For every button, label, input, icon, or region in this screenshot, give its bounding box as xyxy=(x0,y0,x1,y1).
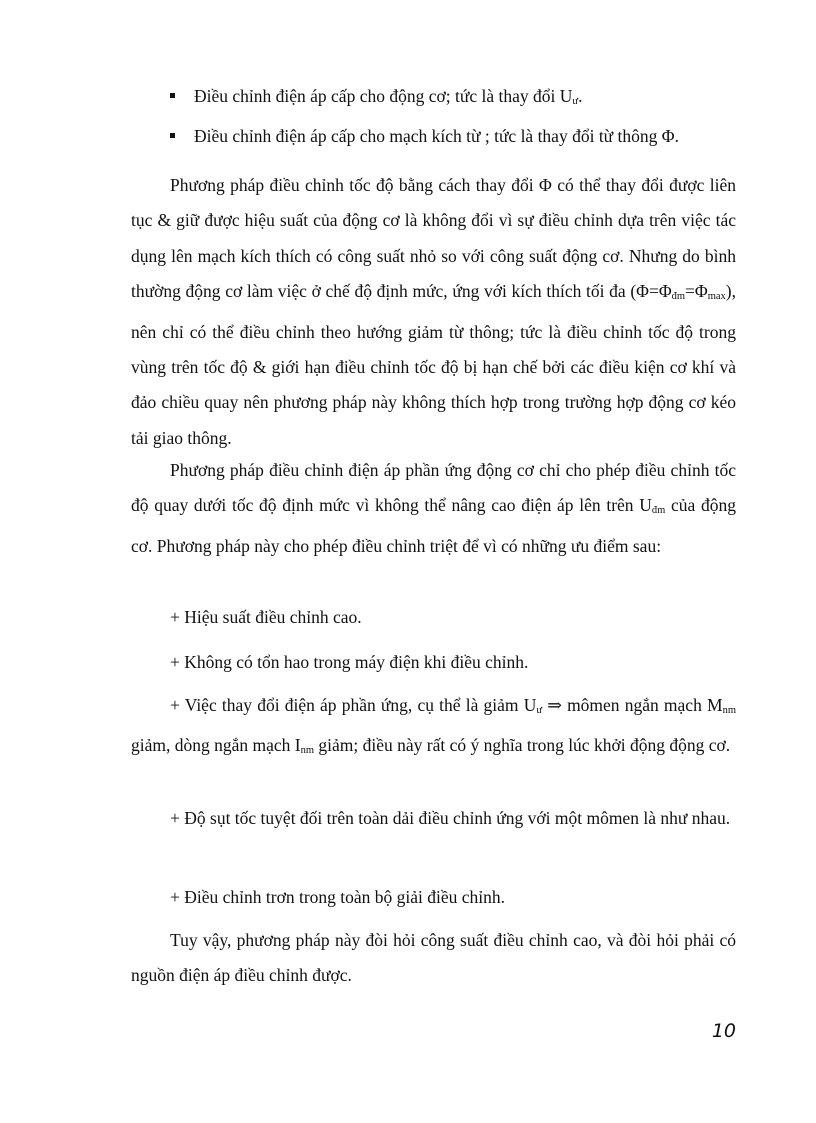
advantage-short-circuit: + Việc thay đổi điện áp phần ứng, cụ thể là giảm Uư ⇒ mômen ngắn mạch Mnm giảm, dòng ngắn mạch Inm giảm; điều này rất có ý nghĩa trong lúc khởi động động cơ. xyxy=(131,695,736,757)
advantage-no-loss: + Không có tổn hao trong máy điện khi điều chỉnh. xyxy=(170,652,529,672)
advantage-speed-drop: + Độ sụt tốc tuyệt đối trên toàn dải điều chỉnh ứng với một mômen là như nhau. xyxy=(170,808,731,828)
advantage-smooth: + Điều chỉnh trơn trong toàn bộ giải điều chỉnh. xyxy=(170,887,506,907)
advantage-efficiency: + Hiệu suất điều chỉnh cao. xyxy=(170,607,362,627)
paragraph-voltage-method: Phương pháp điều chỉnh điện áp phần ứng động cơ chỉ cho phép điều chỉnh tốc độ quay dưới tốc độ định mức vì không thể nâng cao điện áp lên trên Uđm của động cơ. Phương pháp này cho phép điều chỉnh triệt để vì có những ưu điểm sau: xyxy=(131,460,736,556)
bullet-square-icon xyxy=(170,133,175,138)
bullet-text: Điều chỉnh điện áp cấp cho động cơ; tức là thay đổi Uư. xyxy=(194,86,583,107)
paragraph-conclusion: Tuy vậy, phương pháp này đòi hỏi công suất điều chỉnh cao, và đòi hỏi phải có nguồn điện áp điều chỉnh được. xyxy=(131,930,736,986)
bullet-square-icon xyxy=(170,93,175,98)
page-number: 10 xyxy=(711,1020,736,1042)
bullet-text: Điều chỉnh điện áp cấp cho mạch kích từ ; tức là thay đổi từ thông Φ. xyxy=(194,126,679,146)
paragraph-flux-method: Phương pháp điều chỉnh tốc độ bằng cách thay đổi Φ có thể thay đổi được liên tục & giữ được hiệu suất của động cơ là không đổi vì sự điều chỉnh dựa trên việc tác dụng lên mạch kích thích có công suất nhỏ so với công suất động cơ. Nhưng do bình thường động cơ làm việc ở chế độ định mức, ứng với kích thích tối đa (Φ=Φđm=Φmax), nên chỉ có thể điều chỉnh theo hướng giảm từ thông; tức là điều chỉnh tốc độ trong vùng trên tốc độ & giới hạn điều chỉnh tốc độ bị hạn chế bởi các điều kiện cơ khí và đảo chiều quay nên phương pháp này không thích hợp trong trường hợp động cơ kéo tải giao thông. xyxy=(131,175,736,448)
